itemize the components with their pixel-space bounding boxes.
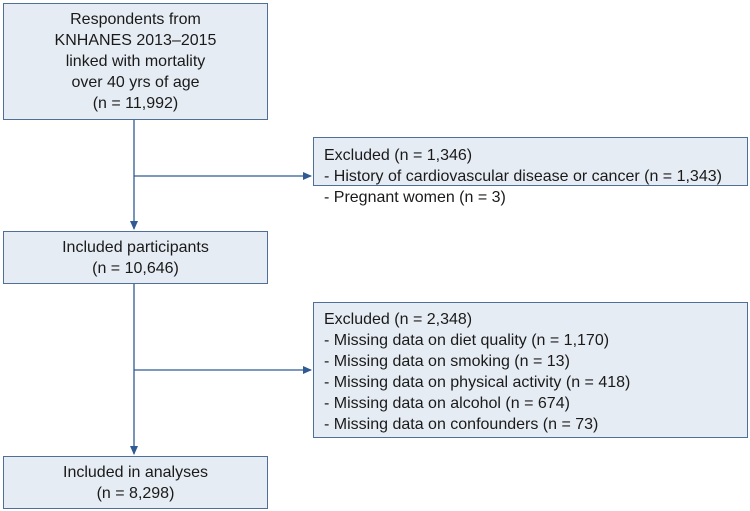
exclusion-2-item: - Missing data on alcohol (n = 674) [324, 395, 570, 412]
included-participants-label: Included participants [62, 238, 209, 256]
respondents-box [3, 3, 268, 120]
exclusion-2-item: - Missing data on smoking (n = 13) [324, 353, 570, 370]
respondents-line: over 40 yrs of age [71, 74, 200, 91]
respondents-line: KNHANES 2013–2015 [54, 32, 217, 49]
respondents-count: (n = 11,992) [92, 95, 179, 112]
exclusion-2-item: - Missing data on physical activity (n = 418) [324, 374, 631, 391]
exclusion-1-heading: Excluded (n = 1,346) [324, 147, 473, 164]
included-participants-count: (n = 10,646) [92, 259, 179, 277]
exclusion-box-1 [313, 137, 748, 206]
exclusion-2-heading: Excluded (n = 2,348) [324, 311, 473, 328]
respondents-line: Respondents from [70, 11, 201, 28]
included-in-analyses-count: (n = 8,298) [96, 484, 175, 502]
exclusion-2-item: - Missing data on confounders (n = 73) [324, 416, 599, 433]
exclusion-1-item: - Pregnant women (n = 3) [324, 189, 506, 206]
exclusion-2-item: - Missing data on diet quality (n = 1,170) [324, 332, 610, 349]
included-in-analyses-label: Included in analyses [63, 463, 208, 481]
exclusion-1-item: - History of cardiovascular disease or cancer (n = 1,343) [324, 168, 722, 185]
included-in-analyses-box [3, 456, 268, 509]
included-participants-box [3, 231, 268, 284]
exclusion-box-2 [313, 302, 748, 438]
respondents-line: linked with mortality [65, 53, 206, 70]
